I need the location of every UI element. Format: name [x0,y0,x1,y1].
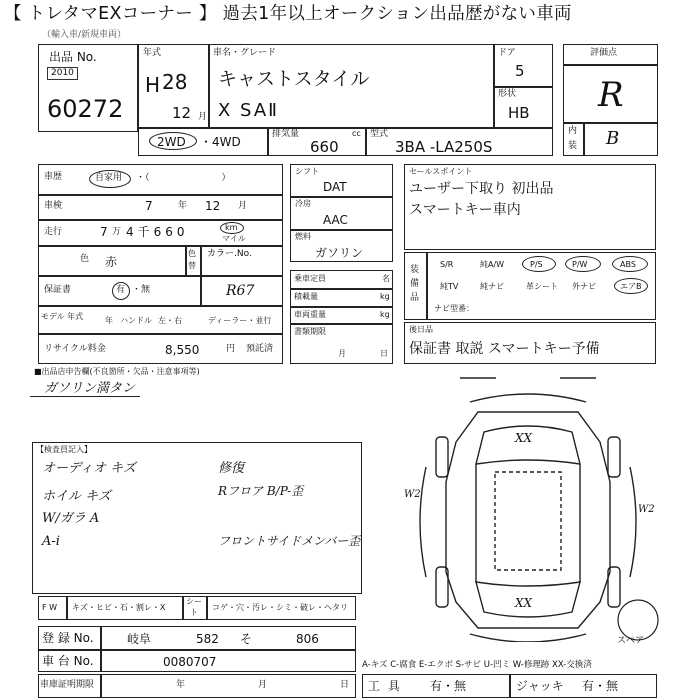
inspector-right-1: 修復 [218,461,245,476]
seat-items: コゲ・穴・汚レ・シミ・破レ・ヘタリ [212,603,348,612]
garage-expiry-label: 車庫証明期限 [40,680,95,690]
warranty-label: 保証書 [44,285,72,295]
load-label: 積載量 [294,292,318,301]
inspector-left-1: オーディオ キズ [42,461,136,476]
weight-unit: kg [380,310,390,319]
tools-value: 有・無 [430,679,467,693]
expiry-month-unit: 月 [338,349,346,358]
equip-leather: 革シート [526,282,558,291]
color-change-1: 色 [188,249,196,258]
notes-label: ■出品店申告欄(不良箇所・欠品・注意事項等) [34,367,200,376]
documents-label: 後日品 [409,325,433,334]
fw-items: キズ・ヒビ・石・割レ・X [72,603,166,612]
reg-kana: そ [240,632,253,646]
equip-sr: S/R [440,260,454,269]
equip-abs: ABS [620,260,636,269]
dealer-label: ディーラー・並行 [208,316,272,325]
equip-ps: P/S [530,260,543,269]
usage-label: 車歴 [44,172,63,182]
listing-no-label: 出品 No. [49,50,97,64]
seat-label-1: シー [186,597,202,606]
equip-aw: 純A/W [480,260,505,269]
model-label: 型式 [370,129,389,139]
fuel-value: ガソリン [315,246,364,260]
color-no-label: カラー.No. [207,249,252,259]
interior-label-1: 内 [568,126,578,136]
interior-value: B [606,128,620,149]
doors-label: ドア [498,48,516,58]
jack-label: ジャッキ [516,679,564,693]
seats-unit: 名 [382,274,390,283]
inspector-left-4: A-i [42,534,60,549]
mileage-mile: マイル [222,234,246,243]
reg-label: 登 録 No. [42,631,94,645]
tools-label: 工 具 [368,679,402,693]
mileage-km: km [225,223,238,232]
shift-label: シフト [295,167,319,176]
color-no: R67 [226,283,255,299]
month-value: 12 [172,104,192,122]
model-value: 3BA -LA250S [395,138,493,156]
name-label: 車名・グレード [213,48,277,58]
documents-value: 保証書 取説 スマートキー予備 [409,341,600,357]
expiry-label: 書類期限 [294,327,326,336]
jack-value: 有・無 [582,679,619,693]
aircon-label: 冷房 [295,199,311,208]
shift-value: DAT [323,180,347,194]
shape-label: 形状 [498,89,517,99]
drive-4wd: 4WD [212,135,241,149]
fw-label: F W [42,603,58,612]
warranty-yes: 有 [116,285,126,295]
garage-day: 日 [340,680,350,690]
inspector-left-2: ホイル キズ [42,489,111,504]
equipment-label-2: 備 [410,279,420,289]
diagram-mark-left: W2 [404,489,421,500]
diagram-mark-right: W2 [638,504,655,515]
chassis-number: 0080707 [163,655,217,669]
inspector-left-3: W/ガラ A [42,511,100,526]
recycle-label: リサイクル料金 [44,344,106,354]
sales-point-2: スマートキー車内 [409,202,521,218]
inspection-label: 車検 [44,201,63,211]
handle-label: ハンドル [120,316,152,325]
inspection-year-unit: 年 [178,201,188,211]
navi-model-label: ナビ型番： [434,304,474,313]
year-value: 28 [162,70,188,94]
displacement-unit: cc [352,129,361,138]
usage-value: 自家用 [95,173,123,183]
seats-label: 乗車定員 [294,274,326,283]
diagram-mark-front: XX [515,431,533,445]
model-year-unit: 年 [105,316,113,325]
sales-points-label: セールスポイント [409,167,473,176]
doors-value: 5 [515,62,525,80]
era: H [145,73,161,97]
color-change-2: 替 [188,261,196,270]
header-title: 【 トレタマEXコーナー 】 過去1年以上オークション出品歴がない車両 [4,4,572,24]
month-unit: 月 [198,112,208,122]
garage-month: 月 [258,680,268,690]
mileage-man-unit: 万 [112,227,122,237]
fuel-label: 燃料 [295,232,311,241]
reg-class: 582 [196,632,219,646]
reg-area: 岐阜 [127,632,152,646]
year-label: 年式 [143,48,162,58]
inspection-month: 12 [205,199,221,213]
spare-label: スペア [617,636,645,646]
weight-label: 車両重量 [294,310,326,319]
drive-sep: ・ [200,135,213,149]
mileage-label: 走行 [44,227,63,237]
equipment-label-3: 品 [410,293,420,303]
listing-number: 60272 [47,95,124,123]
load-unit: kg [380,292,390,301]
inspector-right-3: フロントサイドメンバー歪 [218,534,361,548]
garage-year: 年 [176,680,186,690]
notes-value: ガソリン満タン [44,381,136,396]
top-left-note: （輸入車/新規車両） [42,30,127,40]
interior-label-2: 装 [568,141,578,151]
displacement-value: 660 [310,138,339,156]
aircon-value: AAC [323,213,348,227]
color-label: 色 [80,254,90,264]
model-year-label: モデル 年式 [41,312,84,321]
inspection-year: 7 [145,199,153,213]
recycle-unit: 円 [226,344,236,354]
equipment-label-1: 装 [410,265,420,275]
seat-label-2: ト [190,608,198,617]
shape-value: HB [508,104,530,122]
score-label: 評価点 [590,48,618,58]
displacement-label: 排気量 [272,129,300,139]
reg-number: 806 [296,632,319,646]
damage-legend: A-キズ C-腐食 E-エクボ S-サビ U-凹ミ W-修理跡 XX-交換済 [362,660,592,670]
inspector-right-2: Rフロア B/P-歪 [218,484,304,498]
page-header [0,0,700,30]
handle-value: 左・右 [158,316,182,325]
equip-ext-navi: 外ナビ [572,282,596,291]
mileage-man: 7 [100,225,108,239]
sales-point-1: ユーザー下取り 初出品 [409,181,554,197]
score-value: R [598,75,624,115]
listing-stamp: 2010 [47,67,78,80]
equip-airbag: エアB [620,282,642,291]
recycle-note: 預託済 [246,344,274,354]
drive-2wd: 2WD [157,135,186,149]
listing-number-box [38,44,138,132]
inspection-month-unit: 月 [238,201,248,211]
warranty-rest: ・無 [132,285,151,295]
equip-navi: 純ナビ [480,282,504,291]
expiry-day-unit: 日 [380,349,388,358]
usage-rest: ・（ ） [136,173,231,183]
car-name: キャストスタイル [218,68,370,90]
chassis-label: 車 台 No. [42,654,94,668]
inspector-label: 【検査員記入】 [36,445,92,454]
car-grade: X SAⅡ [218,100,279,121]
recycle-value: 8,550 [165,343,200,357]
equip-pw: P/W [572,260,588,269]
color-value: 赤 [105,255,118,269]
diagram-mark-rear: XX [515,596,533,610]
equip-tv: 純TV [440,282,459,291]
mileage-rest: 4千660 [126,225,189,239]
